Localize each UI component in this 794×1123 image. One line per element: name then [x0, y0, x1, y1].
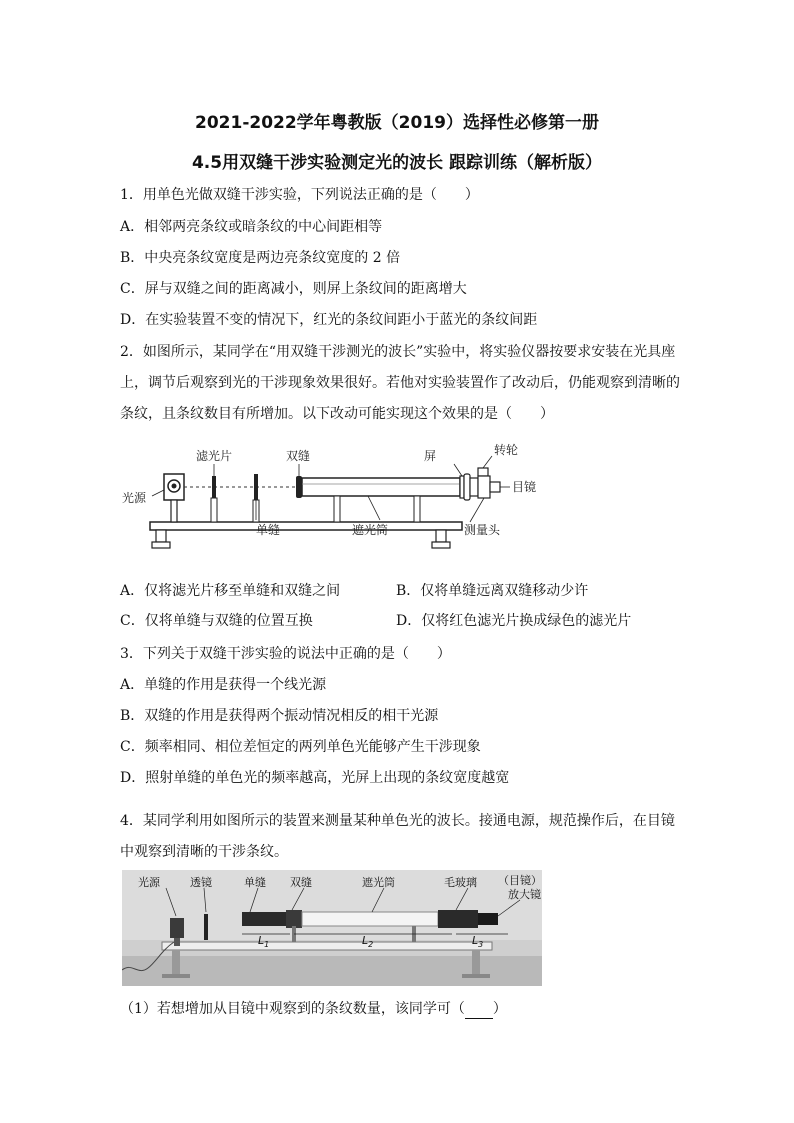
q2-option-d: D．仅将红色滤光片换成绿色的滤光片 [396, 613, 632, 629]
q2-stem-line-2: 上，调节后观察到光的干涉现象效果很好。若他对实验装置作了改动后，仍能观察到清晰的 [120, 375, 680, 391]
photo-label-lens: 透镜 [190, 876, 212, 889]
q1-option-d: D．在实验装置不变的情况下，红光的条纹间距小于蓝光的条纹间距 [120, 312, 538, 328]
single-slit [254, 474, 258, 500]
q1-option-c: C．屏与双缝之间的距离减小，则屏上条纹间的距离增大 [120, 281, 467, 297]
q2-apparatus-diagram [118, 438, 548, 568]
q3-option-d: D．照射单缝的单色光的频率越高，光屏上出现的条纹宽度越宽 [120, 770, 510, 786]
label-wheel: 转轮 [494, 443, 519, 457]
photo-label-L1: $L_1$ [258, 934, 270, 949]
label-filter: 滤光片 [196, 449, 233, 463]
q1-option-a: A．相邻两亮条纹或暗条纹的中心间距相等 [120, 219, 383, 235]
double-slit [296, 476, 302, 498]
label-light-source: 光源 [122, 491, 147, 505]
label-double-slit: 双缝 [286, 449, 311, 463]
label-light-tube: 遮光筒 [352, 523, 389, 537]
q3-option-b: B．双缝的作用是获得两个振动情况相反的相干光源 [120, 708, 439, 724]
title-line-2: 4.5用双缝干涉实验测定光的波长 跟踪训练（解析版） [191, 153, 603, 173]
filter [212, 476, 216, 498]
q4-sub1-suffix: ） [492, 1001, 507, 1017]
photo-label-L2: $L_2$ [362, 934, 374, 949]
label-screen: 屏 [424, 449, 437, 463]
q2-stem-line-3: 条纹，且条纹数目有所增加。以下改动可能实现这个效果的是（ ） [120, 406, 554, 422]
wheel [478, 468, 488, 476]
q4-apparatus-photo [122, 870, 542, 986]
q4-sub1-prefix: （1）若想增加从目镜中观察到的条纹数量，该同学可（ [120, 1001, 465, 1017]
q4-stem-line-1: 4．某同学利用如图所示的装置来测量某种单色光的波长。接通电源，规范操作后，在目镜 [120, 813, 675, 829]
light-tube [302, 478, 460, 496]
label-measuring-head: 测量头 [464, 523, 501, 537]
q4-sub1-answer-blank[interactable] [465, 1000, 493, 1019]
label-eyepiece: 目镜 [512, 480, 537, 494]
label-single-slit: 单缝 [256, 523, 281, 537]
q3-option-a: A．单缝的作用是获得一个线光源 [120, 677, 327, 693]
photo-label-light-tube: 遮光筒 [362, 876, 395, 889]
q2-stem-line-1: 2．如图所示，某同学在“用双缝干涉测光的波长”实验中，将实验仪器按要求安装在光具座 [120, 344, 676, 360]
photo-label-eyepiece-top: （目镜） [498, 874, 542, 887]
q1-stem: 1．用单色光做双缝干涉实验，下列说法正确的是（ ） [120, 187, 479, 203]
measuring-head [478, 476, 490, 498]
q2-option-c: C．仅将单缝与双缝的位置互换 [120, 613, 313, 629]
q1-option-b: B．中央亮条纹宽度是两边亮条纹宽度的 2 倍 [120, 250, 401, 266]
photo-label-light-source: 光源 [138, 876, 160, 889]
photo-label-single-slit: 单缝 [244, 876, 266, 889]
eyepiece [478, 913, 498, 925]
photo-label-magnifier: 放大镜 [508, 888, 541, 901]
q4-sub1 [120, 1000, 507, 1019]
optical-bench [162, 942, 492, 950]
photo-label-frosted-glass: 毛玻璃 [444, 876, 477, 889]
q4-stem-line-2: 中观察到清晰的干涉条纹。 [120, 844, 288, 860]
photo-label-double-slit: 双缝 [290, 876, 312, 889]
q3-option-c: C．频率相同、相位差恒定的两列单色光能够产生干涉现象 [120, 739, 481, 755]
optical-bench [150, 522, 462, 530]
eyepiece [490, 482, 500, 492]
photo-label-L3: $L_3$ [472, 934, 484, 949]
q2-option-a: A．仅将滤光片移至单缝和双缝之间 [120, 583, 341, 599]
q2-option-b: B．仅将单缝远离双缝移动少许 [396, 583, 589, 599]
title-line-1: 2021-2022学年粤教版（2019）选择性必修第一册 [195, 113, 599, 133]
lens [204, 914, 208, 940]
light-tube [302, 912, 438, 926]
light-source [170, 918, 184, 938]
q3-stem: 3．下列关于双缝干涉实验的说法中正确的是（ ） [120, 646, 451, 662]
